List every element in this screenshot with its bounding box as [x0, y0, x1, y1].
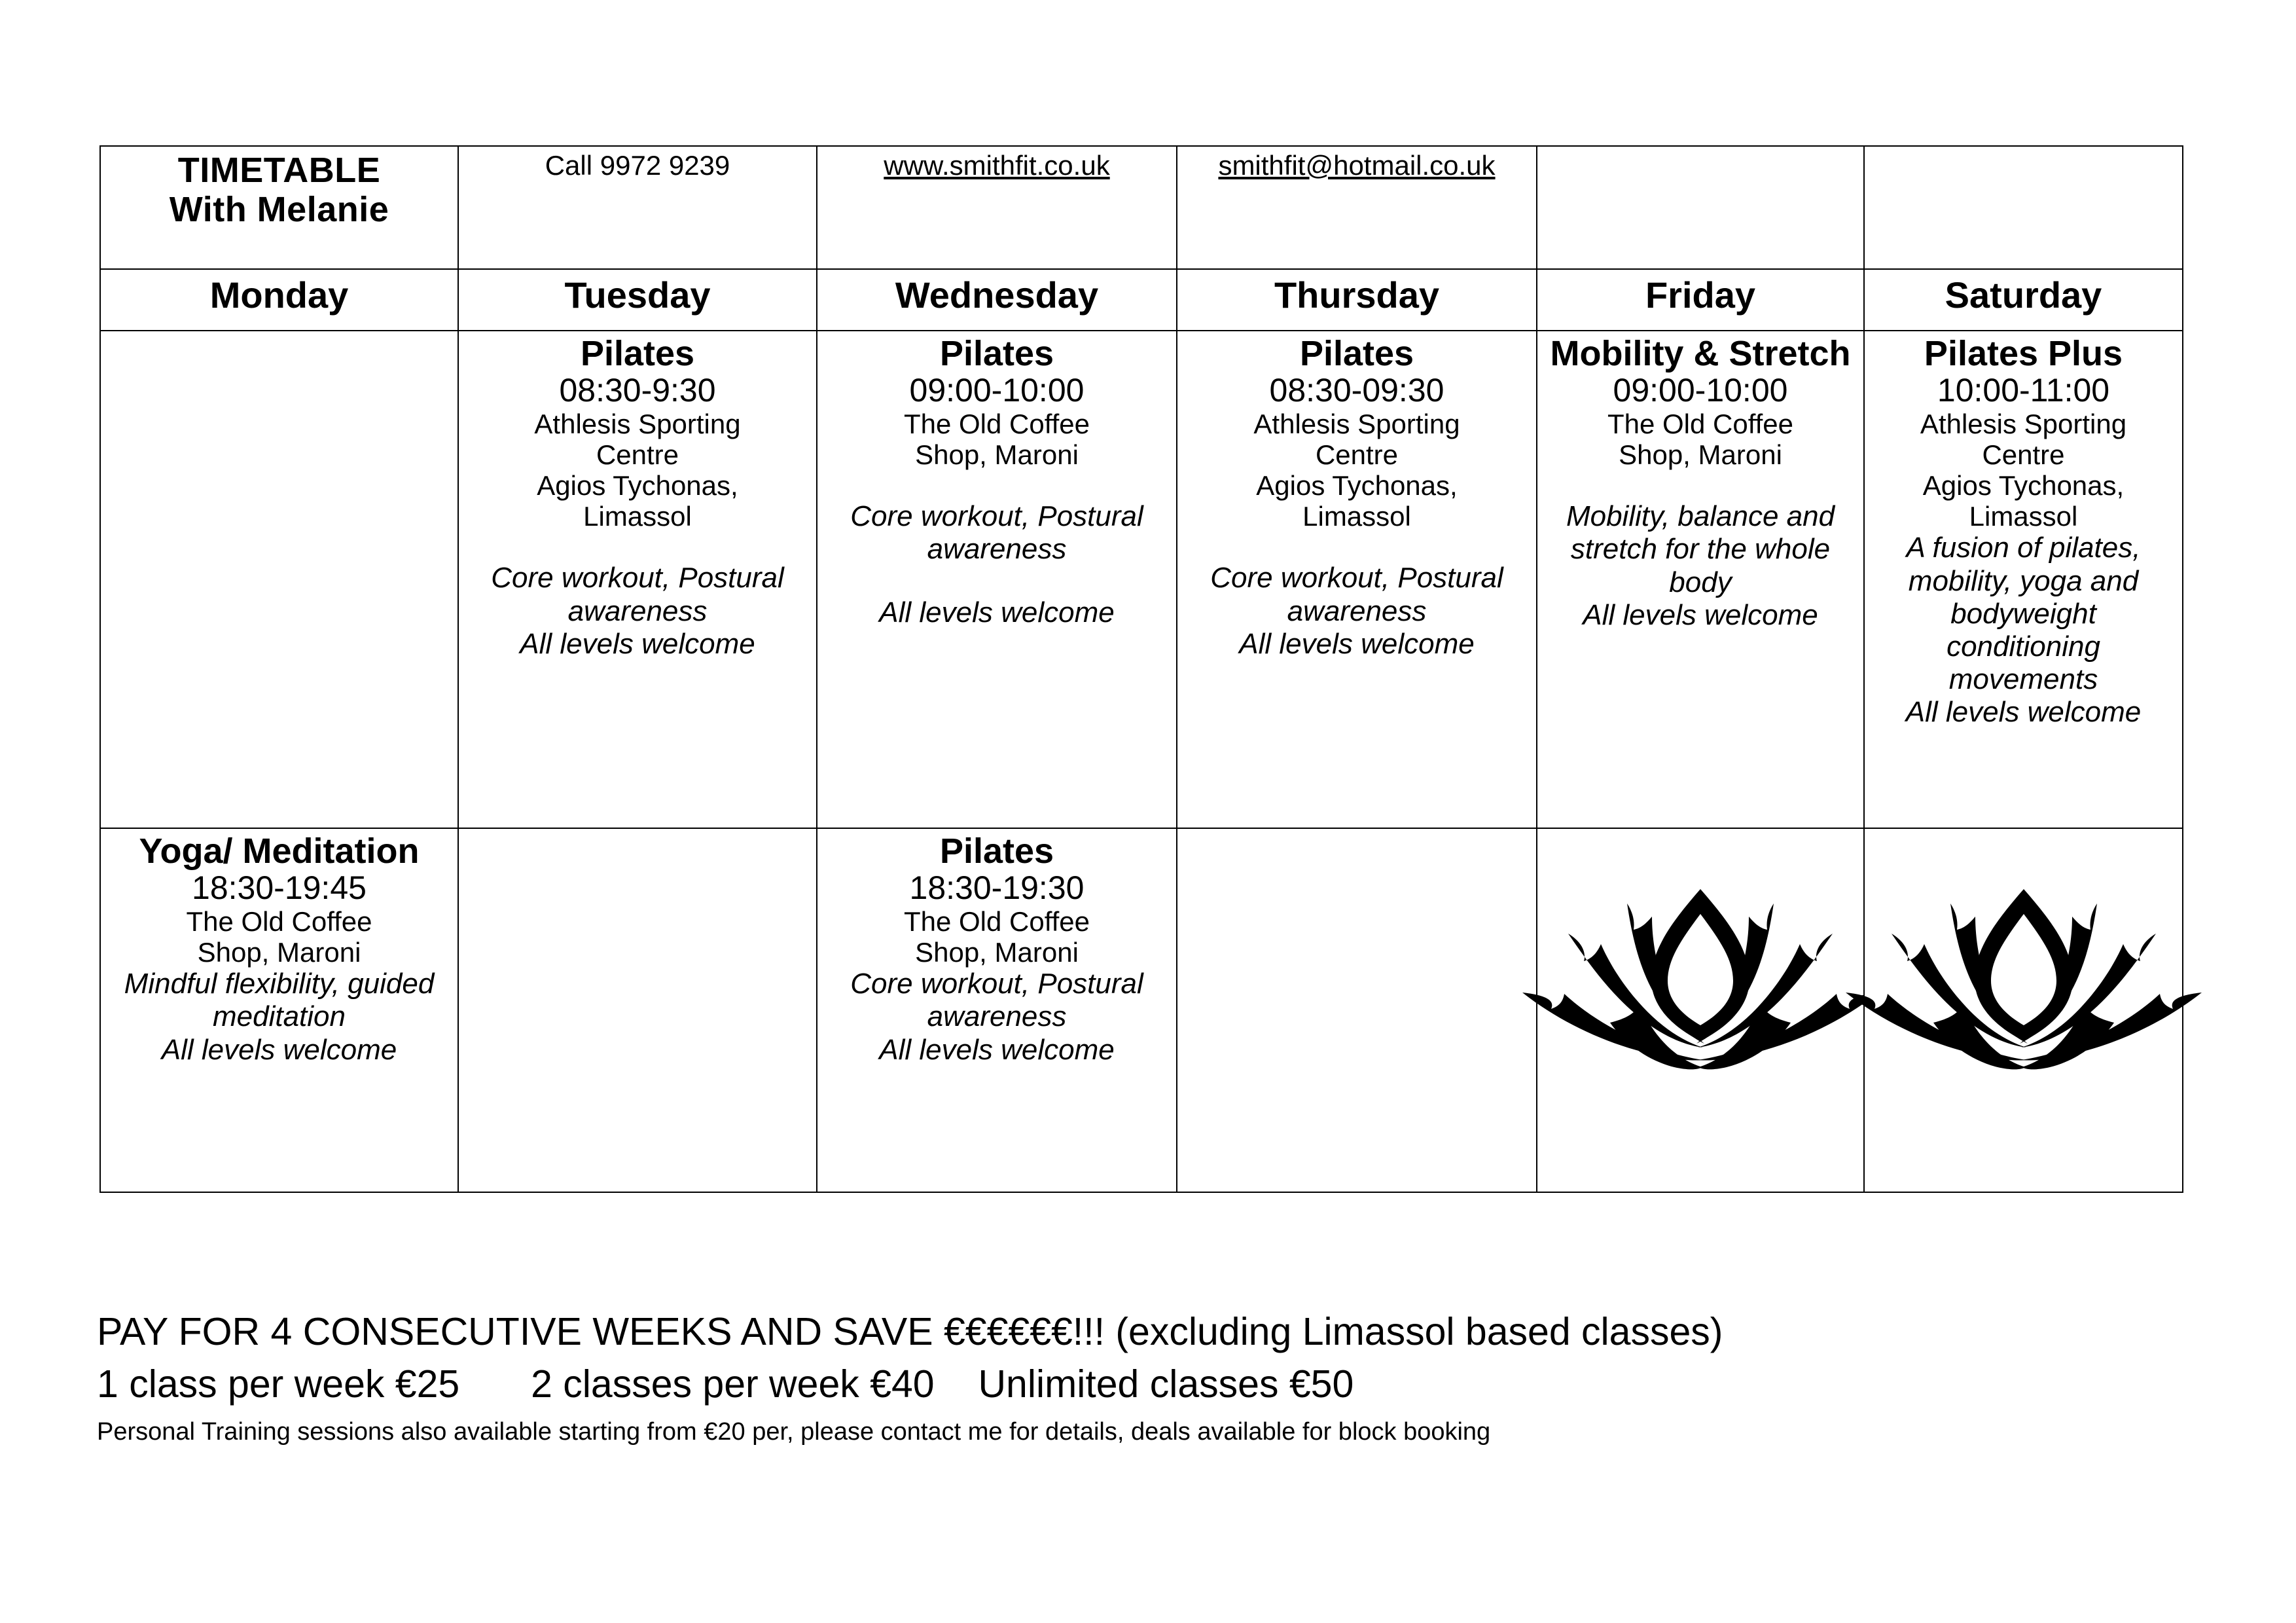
- price-1-class: 1 class per week €25: [97, 1362, 460, 1406]
- class-venue-line: Centre: [596, 439, 679, 471]
- class-description: Core workout, Postural awareness: [1210, 562, 1503, 627]
- cell-spacer: [823, 470, 1171, 500]
- class-time: 18:30-19:45: [192, 869, 367, 907]
- class-venue-line: Centre: [1982, 439, 2065, 471]
- day-header-tuesday: Tuesday: [458, 269, 817, 331]
- class-venue-line: Centre: [1315, 439, 1399, 471]
- page-subtitle: With Melanie: [169, 190, 389, 230]
- phone-number: Call 9972 9239: [545, 150, 730, 181]
- cell-spacer: [1543, 470, 1858, 500]
- title-cell: [100, 146, 458, 269]
- class-venue-line: Shop, Maroni: [915, 937, 1079, 968]
- class-levels: All levels welcome: [161, 1033, 397, 1066]
- pricing-footer: [97, 1309, 2224, 1448]
- class-description: Mobility, balance and stretch for the whole body: [1566, 500, 1835, 598]
- day-header-thursday: Thursday: [1177, 269, 1537, 331]
- class-cell-thursday-morning[interactable]: [1177, 331, 1537, 828]
- class-name: Pilates: [1299, 334, 1414, 373]
- class-venue-line: Agios Tychonas,: [537, 470, 738, 501]
- class-description: Core workout, Postural awareness: [850, 968, 1143, 1033]
- day-header-saturday: Saturday: [1864, 269, 2183, 331]
- class-cell-saturday-evening: [1864, 828, 2183, 1192]
- email-cell[interactable]: [1177, 146, 1537, 269]
- price-line: [97, 1362, 2224, 1408]
- lotus-flower-icon: [1840, 876, 2207, 1072]
- cell-spacer: [823, 566, 1171, 596]
- class-levels: All levels welcome: [1905, 696, 2142, 729]
- website-cell[interactable]: [817, 146, 1177, 269]
- class-cell-tuesday-evening: [458, 828, 817, 1192]
- class-time: 09:00-10:00: [1613, 372, 1788, 409]
- header-empty-cell-1: [1537, 146, 1864, 269]
- class-cell-saturday-morning[interactable]: [1864, 331, 2183, 828]
- class-name: Mobility & Stretch: [1550, 334, 1851, 373]
- price-unlimited: Unlimited classes €50: [978, 1362, 1354, 1406]
- header-empty-cell-2: [1864, 146, 2183, 269]
- class-venue-line: Shop, Maroni: [915, 439, 1079, 471]
- class-time: 08:30-09:30: [1269, 372, 1444, 409]
- class-name: Pilates Plus: [1924, 334, 2123, 373]
- class-venue-line: Agios Tychonas,: [1922, 470, 2125, 501]
- evening-classes-row: [100, 828, 2183, 1192]
- class-name: Pilates: [939, 831, 1054, 871]
- header-row: [100, 146, 2183, 269]
- class-venue-line: The Old Coffee: [1607, 409, 1794, 440]
- class-venue-line: Limassol: [1969, 501, 2078, 532]
- class-venue-line: The Old Coffee: [903, 409, 1090, 440]
- class-time: 08:30-9:30: [559, 372, 716, 409]
- morning-classes-row: [100, 331, 2183, 828]
- class-levels: All levels welcome: [1583, 598, 1818, 631]
- class-description: Core workout, Postural awareness: [491, 562, 784, 627]
- class-venue-line: Shop, Maroni: [197, 937, 361, 968]
- class-venue-line: Shop, Maroni: [1619, 439, 1782, 471]
- class-time: 18:30-19:30: [909, 869, 1085, 907]
- cell-spacer: [464, 532, 811, 562]
- class-levels: All levels welcome: [1239, 627, 1475, 660]
- class-cell-friday-evening: [1537, 828, 1864, 1192]
- cell-spacer: [1183, 532, 1531, 562]
- offer-text: PAY FOR 4 CONSECUTIVE WEEKS AND SAVE €€€€€€!!! (excluding Limassol based classes): [97, 1310, 1723, 1353]
- class-cell-wednesday-evening[interactable]: [817, 828, 1177, 1192]
- class-cell-monday-evening[interactable]: [100, 828, 458, 1192]
- class-cell-wednesday-morning[interactable]: [817, 331, 1177, 828]
- class-timetable: [99, 145, 2183, 1193]
- class-levels: All levels welcome: [520, 627, 755, 660]
- class-description: A fusion of pilates, mobility, yoga and bodyweight conditioning movements: [1906, 532, 2141, 695]
- class-time: 10:00-11:00: [1937, 372, 2110, 409]
- class-venue-line: The Old Coffee: [186, 906, 372, 938]
- class-venue-line: The Old Coffee: [903, 906, 1090, 938]
- class-cell-friday-morning[interactable]: [1537, 331, 1864, 828]
- class-name: Yoga/ Meditation: [139, 831, 420, 871]
- lotus-flower-icon: [1517, 876, 1884, 1072]
- personal-training-note: Personal Training sessions also available starting from €20 per, please contact me for details, deals available for block booking: [97, 1418, 1491, 1446]
- class-description: Mindful flexibility, guided meditation: [124, 968, 435, 1033]
- email-link[interactable]: smithfit@hotmail.co.uk: [1218, 150, 1496, 181]
- class-venue-line: Agios Tychonas,: [1256, 470, 1458, 501]
- class-description: Core workout, Postural awareness: [850, 500, 1143, 566]
- class-name: Pilates: [939, 334, 1054, 373]
- class-cell-tuesday-morning[interactable]: [458, 331, 817, 828]
- day-header-friday: Friday: [1537, 269, 1864, 331]
- website-link[interactable]: www.smithfit.co.uk: [884, 150, 1110, 181]
- class-time: 09:00-10:00: [909, 372, 1085, 409]
- class-venue-line: Athlesis Sporting: [1920, 409, 2127, 440]
- class-venue-line: Limassol: [583, 501, 692, 532]
- day-header-wednesday: Wednesday: [817, 269, 1177, 331]
- class-cell-monday-morning: [100, 331, 458, 828]
- class-name: Pilates: [580, 334, 695, 373]
- day-header-row: [100, 269, 2183, 331]
- class-venue-line: Athlesis Sporting: [1253, 409, 1460, 440]
- class-levels: All levels welcome: [879, 1033, 1115, 1066]
- day-header-monday: Monday: [100, 269, 458, 331]
- price-2-classes: 2 classes per week €40: [531, 1362, 935, 1406]
- class-venue-line: Athlesis Sporting: [534, 409, 741, 440]
- class-cell-thursday-evening: [1177, 828, 1537, 1192]
- class-venue-line: Limassol: [1302, 501, 1411, 532]
- class-levels: All levels welcome: [879, 596, 1115, 629]
- page-title: TIMETABLE: [177, 151, 381, 190]
- phone-cell: [458, 146, 817, 269]
